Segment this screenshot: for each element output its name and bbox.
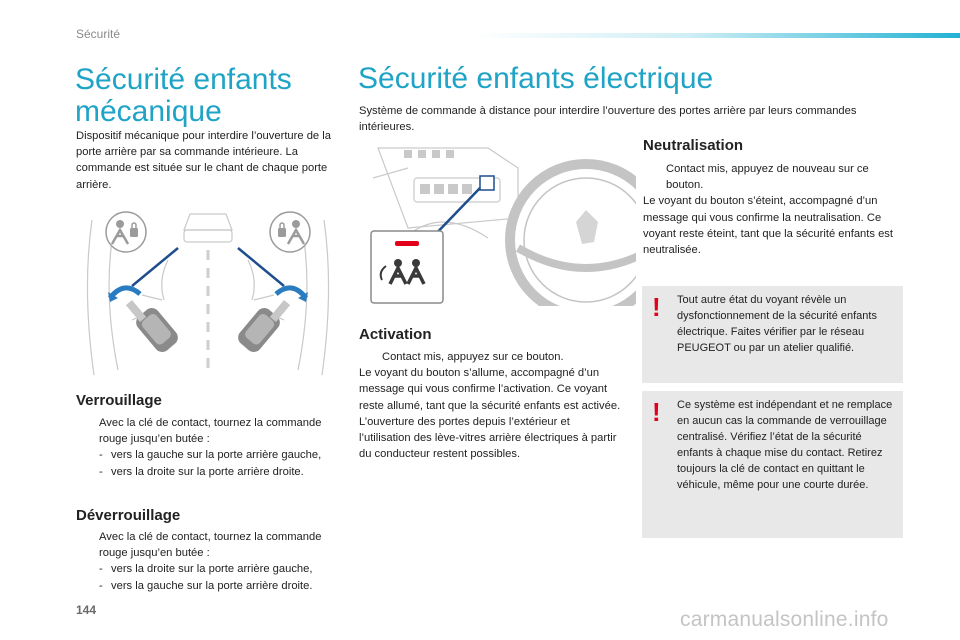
child-lock-right-icon <box>270 212 310 252</box>
heading-unlock: Déverrouillage <box>76 507 181 524</box>
section-label: Sécurité <box>76 27 121 41</box>
heading-neutralisation: Neutralisation <box>643 137 744 154</box>
key-right-icon <box>235 300 290 355</box>
unlock-instructions: Avec la clé de contact, tournez la commande rouge jusqu’en butée : - vers la droite sur la porte arrière gauche, - vers la gauche sur la porte arrière droite. <box>99 531 322 592</box>
key-left-icon <box>126 300 181 355</box>
title-electric: Sécurité enfants électrique <box>358 62 714 95</box>
page-number: 144 <box>76 603 97 617</box>
neutralisation-instructions: Contact mis, appuyez de nouveau sur ce bouton. Le voyant du bouton s’éteint, accompagné d’un message qui vous confirme la neutralisation. Ce voyant reste éteint, tant que la sécurité enfants est neutralisée. <box>643 163 894 257</box>
warning-icon: ! <box>652 292 661 322</box>
intro-mechanical: Dispositif mécanique pour interdire l’ouverture de la porte arrière par sa commande intérieure. La commande est située sur le chant de chaque porte arrière. <box>76 130 331 191</box>
activation-instructions: Contact mis, appuyez sur ce bouton. Le voyant du bouton s’allume, accompagné d’un message qui vous confirme l’activation. Ce voyant reste allumé, tant que la sécurité enfants est activée. L’ouverture des portes depuis l’extérieur et l’utilisation des lève-vitres arrière électriques à partir du conducteur restent possibles. <box>359 351 621 461</box>
heading-lock: Verrouillage <box>76 392 162 409</box>
header-bar <box>470 33 960 38</box>
warning-icon: ! <box>652 397 661 427</box>
child-lock-button-icon <box>370 230 444 304</box>
lock-instructions: Avec la clé de contact, tournez la commande rouge jusqu’en butée : - vers la gauche sur la porte arrière gauche, - vers la droite sur la porte arrière droite. <box>99 417 322 478</box>
peugeot-logo-icon <box>576 210 598 244</box>
mechanical-lock-illustration <box>72 200 344 378</box>
title-mechanical: Sécurité enfants mécanique <box>75 63 292 128</box>
watermark: carmanualsonline.info <box>680 608 889 631</box>
warning-box-2: ! Ce système est indépendant et ne remplace en aucun cas la commande de verrouillage centralisé. Vérifiez l’état de la sécurité enfants à chaque mise du contact. Retirez toujours la clé de contact en quittant le véhicule, même pour une courte durée. <box>642 391 903 538</box>
child-lock-left-icon <box>106 212 146 252</box>
intro-electric: Système de commande à distance pour interdire l’ouverture des portes arrière par leurs commandes intérieures. <box>359 105 857 134</box>
warning-box-1: ! Tout autre état du voyant révèle un dysfonctionnement de la sécurité enfants électrique. Faites vérifier par le réseau PEUGEOT ou par un atelier qualifié. <box>642 286 903 383</box>
heading-activation: Activation <box>359 326 432 343</box>
